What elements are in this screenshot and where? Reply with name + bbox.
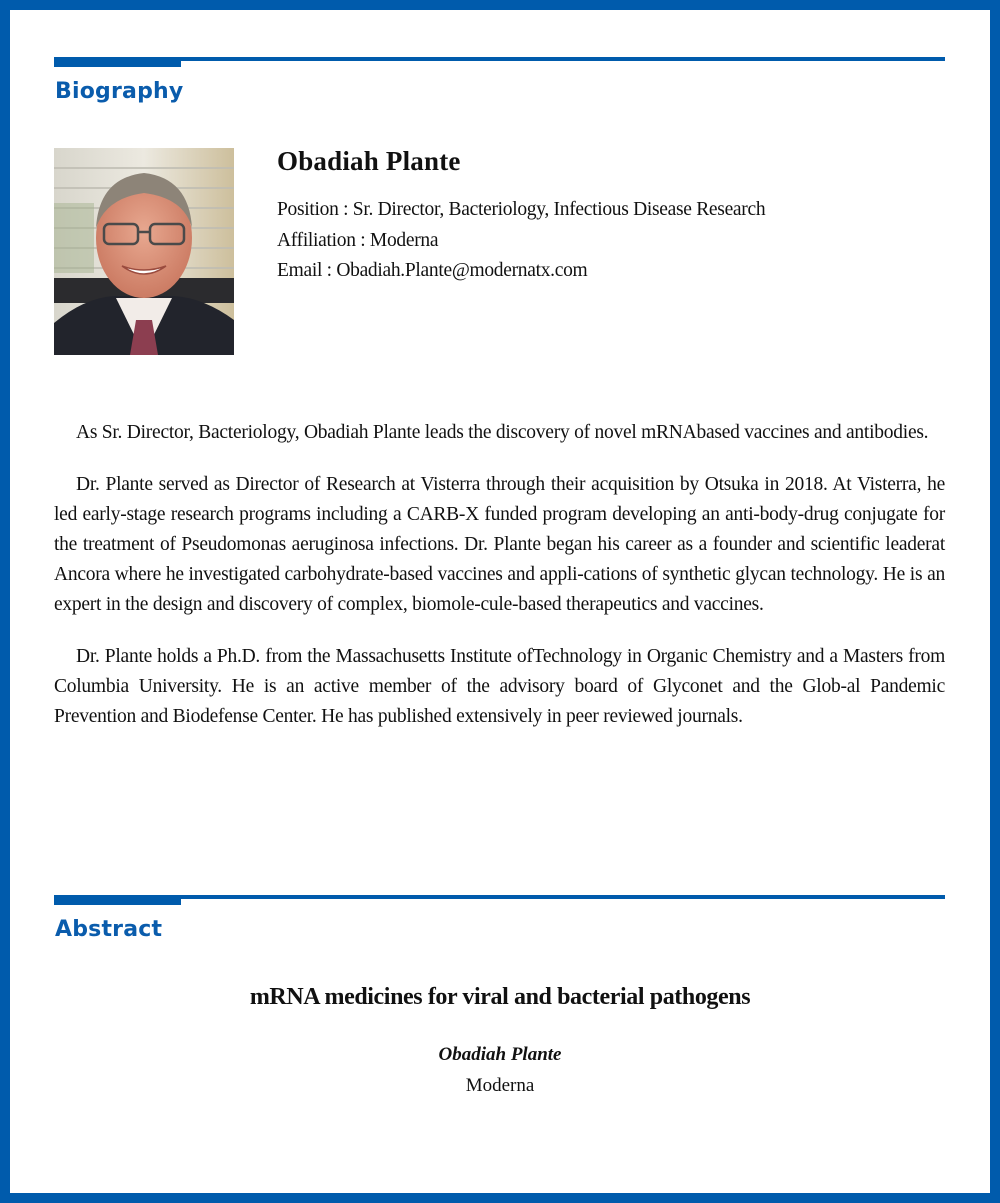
divider-line bbox=[54, 895, 945, 899]
biography-heading: Biography bbox=[55, 79, 184, 104]
profile-photo bbox=[54, 148, 234, 355]
abstract-heading: Abstract bbox=[55, 917, 163, 942]
affiliation-line: Affiliation : Moderna bbox=[277, 229, 439, 251]
biography-divider bbox=[54, 57, 945, 67]
position-line: Position : Sr. Director, Bacteriology, Infectious Disease Research bbox=[277, 199, 766, 220]
biography-text bbox=[54, 418, 945, 754]
bio-paragraph: Dr. Plante holds a Ph.D. from the Massachusetts Institute ofTechnology in Organic Chemistry and a Masters from Columbia University. He is an active member of the advisory board of Glyconet and the Glob-al Pandemic Prevention and Biodefense Center. He has published extensively in peer reviewed journals. bbox=[54, 646, 945, 727]
email-line[interactable]: Email : Obadiah.Plante@modernatx.com bbox=[277, 260, 588, 281]
abstract-divider bbox=[54, 895, 945, 905]
divider-line bbox=[54, 57, 945, 61]
portrait-image bbox=[54, 148, 234, 355]
divider-accent bbox=[54, 895, 181, 905]
abstract-author: Obadiah Plante bbox=[438, 1044, 562, 1065]
bio-paragraph: Dr. Plante served as Director of Research at Visterra through their acquisition by Otsuka in 2018. At Visterra, he led early-stage research programs including a CARB-X funded program developing an anti-body-drug conjugate for the treatment of Pseudomonas aeruginosa infections. Dr. Plante began his career as a founder and scientific leaderat Ancora where he investigated carbohydrate-based vaccines and appli-cations of synthetic glycan technology. He is an expert in the design and discovery of complex, biomole-cule-based therapeutics and vaccines. bbox=[54, 474, 945, 615]
abstract-title: mRNA medicines for viral and bacterial pathogens bbox=[249, 984, 751, 1010]
divider-accent bbox=[54, 57, 181, 67]
bio-paragraph: As Sr. Director, Bacteriology, Obadiah Plante leads the discovery of novel mRNAbased vaccines and antibodies. bbox=[76, 422, 929, 443]
abstract-affiliation: Moderna bbox=[465, 1075, 535, 1096]
profile-info bbox=[277, 146, 765, 287]
speaker-name: Obadiah Plante bbox=[277, 146, 461, 176]
